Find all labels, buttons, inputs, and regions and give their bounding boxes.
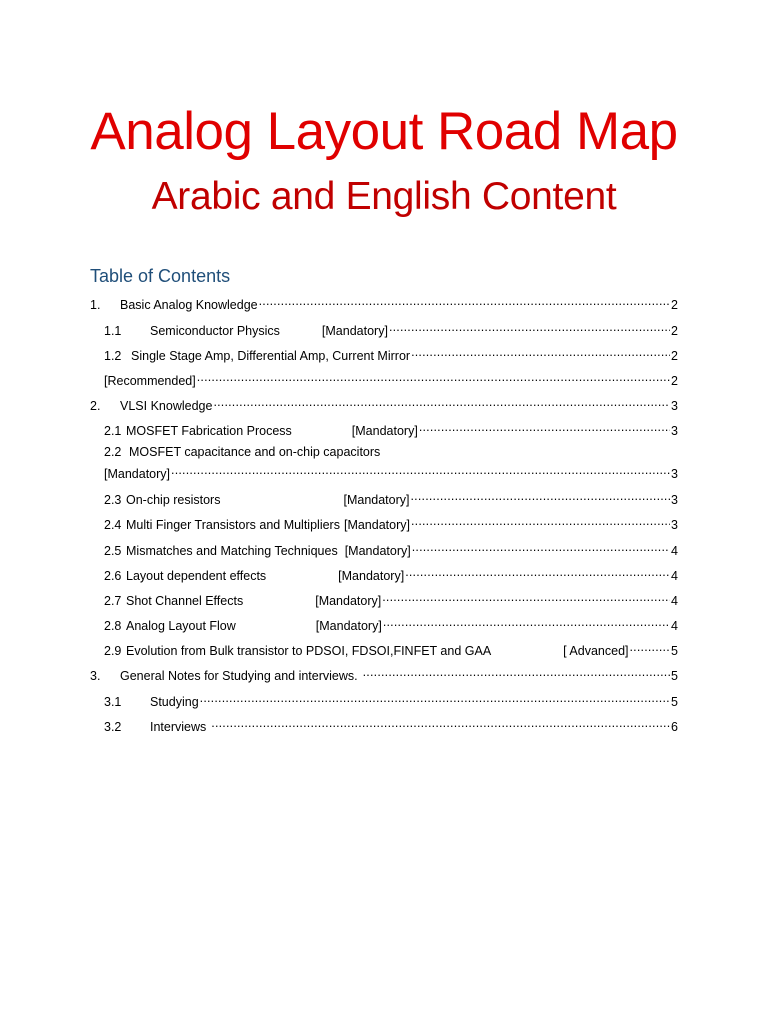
toc-text: [Recommended] bbox=[104, 374, 196, 388]
toc-text: Semiconductor Physics bbox=[150, 324, 280, 338]
toc-entry-2-5[interactable] bbox=[104, 539, 678, 559]
toc-number: 3.2 bbox=[104, 720, 122, 734]
toc-number: 2.1 bbox=[104, 424, 122, 438]
toc-entry-2-9[interactable] bbox=[104, 639, 678, 659]
toc-number: 1. bbox=[90, 298, 101, 312]
toc-leader bbox=[197, 369, 670, 385]
toc-entry-1-1[interactable] bbox=[104, 319, 678, 339]
toc-page-number: 3 bbox=[671, 493, 678, 507]
toc-page-number: 2 bbox=[671, 349, 678, 363]
toc-entry-2-2-cont[interactable] bbox=[104, 462, 678, 482]
toc-leader bbox=[171, 462, 670, 478]
toc-leader bbox=[389, 319, 670, 335]
toc-tag: [Mandatory] bbox=[344, 544, 411, 558]
toc-leader bbox=[412, 539, 670, 555]
toc-text: On-chip resistors bbox=[126, 493, 221, 507]
toc-entry-1[interactable] bbox=[90, 293, 678, 313]
toc-text: Analog Layout Flow bbox=[126, 619, 236, 633]
toc-tag: [Mandatory] bbox=[338, 569, 405, 583]
toc-text: Mismatches and Matching Techniques bbox=[126, 544, 338, 558]
toc-page-number: 2 bbox=[671, 324, 678, 338]
toc-leader bbox=[363, 664, 670, 680]
toc-entry-2-1[interactable] bbox=[104, 419, 678, 439]
toc-leader bbox=[411, 344, 670, 360]
toc-page-number: 3 bbox=[671, 518, 678, 532]
toc-number: 2.9 bbox=[104, 644, 122, 658]
toc-text: Basic Analog Knowledge bbox=[120, 298, 258, 312]
toc-page-number: 6 bbox=[671, 720, 678, 734]
toc-text: Shot Channel Effects bbox=[126, 594, 244, 608]
toc-leader bbox=[211, 715, 670, 731]
toc-number: 3. bbox=[90, 669, 101, 683]
toc-leader bbox=[630, 639, 671, 655]
toc-number: 2.3 bbox=[104, 493, 122, 507]
toc-page-number: 5 bbox=[671, 669, 678, 683]
toc-entry-2-3[interactable] bbox=[104, 488, 678, 508]
toc-number: 2.8 bbox=[104, 619, 122, 633]
toc-entry-2-2[interactable] bbox=[104, 444, 678, 460]
toc-entry-3-1[interactable] bbox=[104, 690, 678, 710]
toc-tag: [Mandatory] bbox=[315, 619, 382, 633]
toc-number: 3.1 bbox=[104, 695, 122, 709]
toc-entry-2-7[interactable] bbox=[104, 589, 678, 609]
toc-number: 2.4 bbox=[104, 518, 122, 532]
toc-page-number: 4 bbox=[671, 569, 678, 583]
toc-entry-2-6[interactable] bbox=[104, 564, 678, 584]
toc-number: 2.6 bbox=[104, 569, 122, 583]
toc-number: 1.1 bbox=[104, 324, 122, 338]
toc-entry-3-2[interactable] bbox=[104, 715, 678, 735]
toc-text: Interviews bbox=[150, 720, 207, 734]
toc-tag: [ Advanced] bbox=[563, 644, 629, 658]
toc-entry-1-2-cont[interactable] bbox=[104, 369, 678, 389]
toc-entry-2-8[interactable] bbox=[104, 614, 678, 634]
toc-tag: [Mandatory] bbox=[315, 594, 382, 608]
toc-number: 2. bbox=[90, 399, 101, 413]
toc-leader bbox=[411, 488, 671, 504]
toc-text: General Notes for Studying and interviews. bbox=[120, 669, 358, 683]
toc-text: Layout dependent effects bbox=[126, 569, 267, 583]
toc-leader bbox=[419, 419, 670, 435]
toc-tag: [Mandatory] bbox=[321, 324, 388, 338]
toc-leader bbox=[259, 293, 670, 309]
toc-tag: [Mandatory] bbox=[343, 518, 410, 532]
toc-text: [Mandatory] bbox=[104, 467, 171, 481]
toc-leader bbox=[200, 690, 670, 706]
toc-tag: [Mandatory] bbox=[351, 424, 418, 438]
toc-heading: Table of Contents bbox=[90, 266, 231, 286]
toc-text: Evolution from Bulk transistor to PDSOI, FDSOI,FINFET and GAA bbox=[126, 644, 492, 658]
toc-text: Single Stage Amp, Differential Amp, Current Mirror bbox=[131, 349, 411, 363]
toc-page-number: 4 bbox=[671, 544, 678, 558]
toc-entry-1-2[interactable] bbox=[104, 344, 678, 364]
toc-number: 2.7 bbox=[104, 594, 122, 608]
toc-page-number: 4 bbox=[671, 619, 678, 633]
toc-page-number: 3 bbox=[671, 424, 678, 438]
toc-entry-2[interactable] bbox=[90, 394, 678, 414]
toc-number: 1.2 bbox=[104, 349, 122, 363]
document-title: Analog Layout Road Map bbox=[90, 102, 678, 161]
toc-leader bbox=[382, 589, 670, 605]
toc-leader bbox=[213, 394, 670, 410]
toc-number: 2.5 bbox=[104, 544, 122, 558]
toc-leader bbox=[411, 513, 670, 529]
toc-entry-3[interactable] bbox=[90, 664, 678, 684]
toc-page-number: 5 bbox=[671, 644, 678, 658]
toc-text: VLSI Knowledge bbox=[120, 399, 213, 413]
toc-text: MOSFET capacitance and on-chip capacitors bbox=[129, 445, 381, 459]
toc-text: Studying bbox=[150, 695, 199, 709]
toc-number: 2.2 bbox=[104, 445, 122, 459]
toc-leader bbox=[383, 614, 670, 630]
toc-page-number: 3 bbox=[671, 467, 678, 481]
toc-text: MOSFET Fabrication Process bbox=[126, 424, 292, 438]
toc-page-number: 4 bbox=[671, 594, 678, 608]
document-subtitle: Arabic and English Content bbox=[151, 175, 617, 218]
toc-tag: [Mandatory] bbox=[343, 493, 410, 507]
toc-page-number: 2 bbox=[671, 374, 678, 388]
toc-leader bbox=[405, 564, 670, 580]
toc-page-number: 2 bbox=[671, 298, 678, 312]
toc-text: Multi Finger Transistors and Multipliers bbox=[126, 518, 340, 532]
toc-page-number: 5 bbox=[671, 695, 678, 709]
toc-page-number: 3 bbox=[671, 399, 678, 413]
toc-entry-2-4[interactable] bbox=[104, 513, 678, 533]
